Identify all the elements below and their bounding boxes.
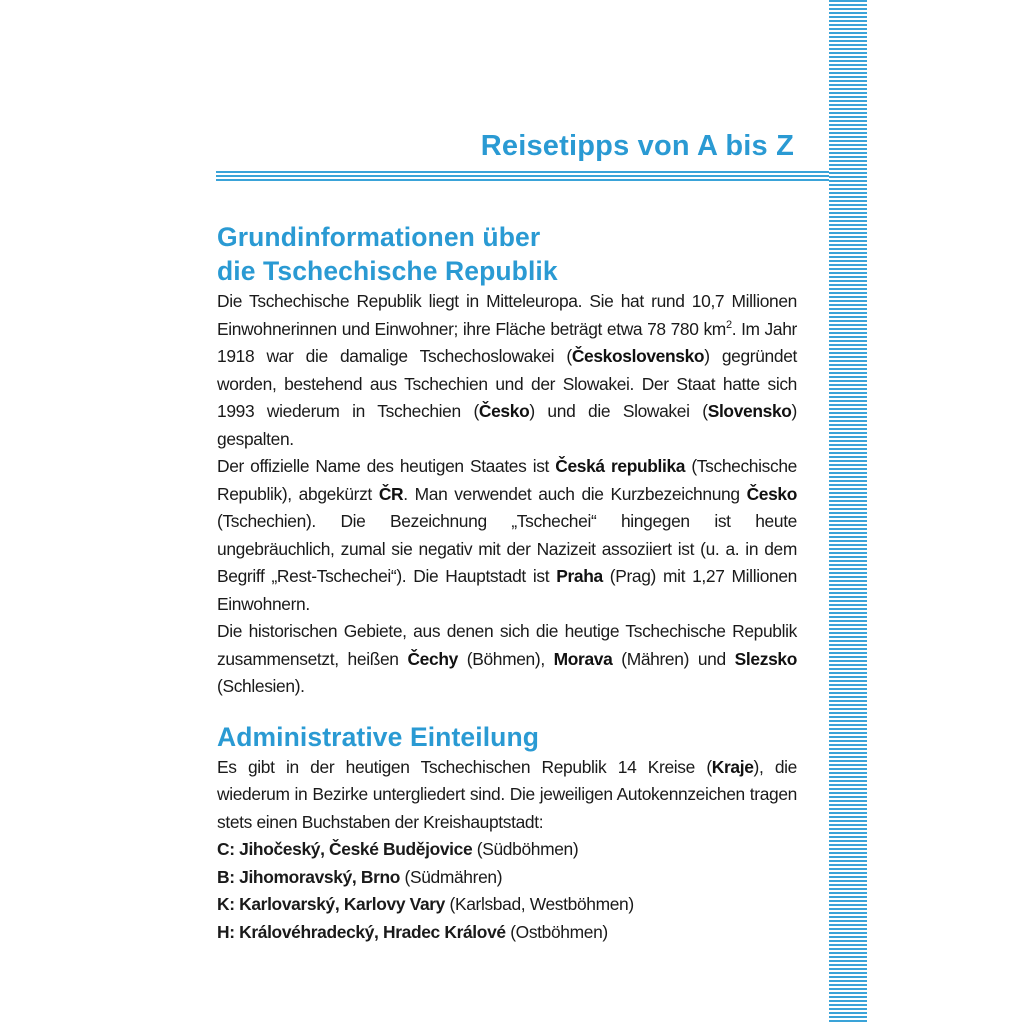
text-run: ) gespalten. (217, 401, 797, 449)
main-content (217, 220, 797, 946)
term-ceska-republika: Česká republika (555, 456, 686, 476)
text-run: (Mähren) und (612, 648, 735, 669)
text-run: . Im Jahr 1918 war die damalige Tschechoslowakei ( (217, 318, 797, 366)
paragraph-country-overview (217, 288, 797, 453)
region-name: C: Jihočeský, České Budějovice (217, 839, 473, 859)
term-cesko-short: Česko (746, 483, 798, 504)
region-name: K: Karlovarský, Karlovy Vary (217, 894, 446, 914)
text-run: (Prag) mit 1,27 Millionen Einwohnern. (217, 566, 798, 614)
heading-line-2: die Tschechische Republik (217, 256, 558, 286)
region-translation: (Ostböhmen) (505, 921, 608, 942)
term-slovensko: Slovensko (707, 401, 792, 421)
region-translation: (Südmähren) (400, 866, 503, 887)
paragraph-historic-regions (217, 618, 797, 701)
text-run: ), die wiederum in Bezirke untergliedert sind. Die jeweiligen Autokennzeichen tragen stets einen Buchstaben der Kreishauptstadt: (217, 756, 797, 832)
term-praha: Praha (556, 566, 603, 586)
text-run: Der offizielle Name des heutigen Staates ist (217, 456, 556, 476)
text-run: (Böhmen), (457, 648, 554, 669)
region-translation: (Südböhmen) (472, 839, 579, 859)
section-grundinformationen (217, 220, 797, 701)
page-header-title: Reisetipps von A bis Z (480, 130, 794, 162)
list-item-region (217, 836, 797, 864)
term-cesko: Česko (478, 401, 530, 421)
text-run: Es gibt in der heutigen Tschechischen Republik 14 Kreise ( (217, 756, 712, 777)
region-translation: (Karlsbad, Westböhmen) (445, 894, 634, 914)
region-list (217, 836, 797, 946)
list-item-region (217, 891, 797, 919)
term-slezsko: Slezsko (734, 648, 797, 669)
header-striped-rule (216, 171, 829, 183)
text-run: (Tschechien). Die Bezeichnung „Tschechei“ hingegen ist heute ungebräuchlich, zumal sie negativ mit der Nazizeit assoziiert ist (u. a. in dem Begriff „Rest-Tschechei“). Die Hauptstadt ist (217, 511, 797, 586)
text-run: Die historischen Gebiete, aus denen sich die heutige Tschechische Republik zusammensetzt, heißen (217, 621, 797, 669)
term-morava: Morava (553, 648, 613, 669)
text-run: (Schlesien). (217, 676, 305, 696)
region-name: B: Jihomoravský, Brno (217, 866, 401, 887)
term-kraje: Kraje (711, 756, 754, 777)
text-run: ) gegründet worden, bestehend aus Tschechien und der Slowakei. Der Staat hatte sich 1993 wiederum in Tschechien ( (217, 346, 797, 421)
text-run: (Tschechische Republik), abgekürzt (217, 456, 797, 504)
text-run: Die Tschechische Republik liegt in Mitteleuropa. Sie hat rund 10,7 Millionen Einwohnerinnen und Einwohner; ihre Fläche beträgt etwa 78 780 km (217, 291, 797, 339)
superscript-2: 2 (725, 318, 732, 331)
heading-line-1: Grundinformationen über (217, 222, 541, 252)
section-heading-grundinformationen (217, 220, 797, 288)
list-item-region (217, 864, 797, 892)
region-name: H: Královéhradecký, Hradec Králové (217, 921, 506, 942)
paragraph-official-name (217, 453, 797, 618)
section-administrative-einteilung (217, 720, 797, 947)
term-ceskoslovensko: Československo (571, 346, 705, 366)
list-item-region (217, 919, 797, 947)
paragraph-kreise (217, 754, 797, 837)
section-heading-administrative: Administrative Einteilung (217, 721, 540, 752)
text-run: . Man verwendet auch die Kurzbezeichnung (403, 483, 747, 504)
term-cechy: Čechy (407, 648, 458, 669)
term-cr: ČR (378, 483, 404, 504)
text-run: ) und die Slowakei ( (529, 401, 708, 421)
decorative-stripe-bar (829, 0, 867, 1024)
